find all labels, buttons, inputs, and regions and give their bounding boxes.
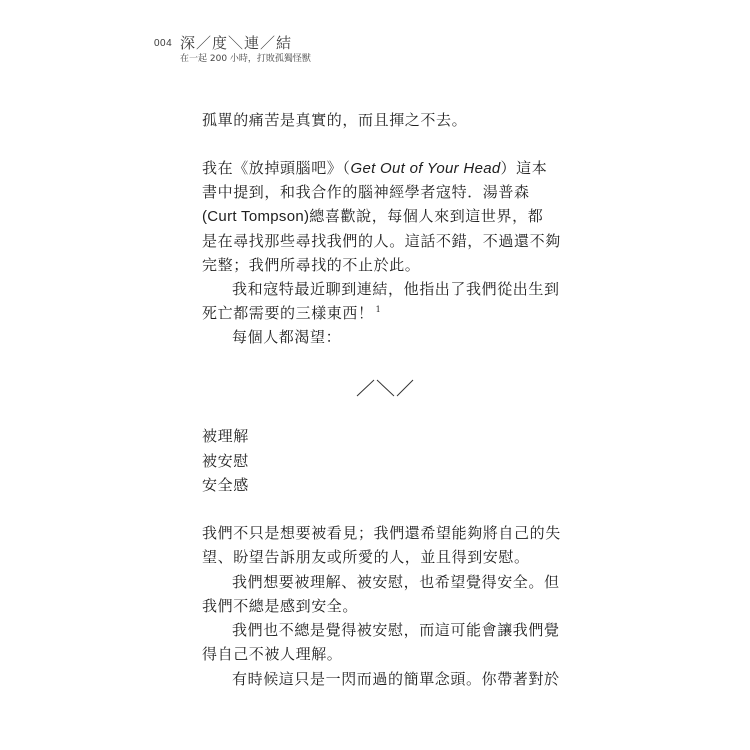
list-item: 被理解 — [202, 427, 249, 445]
book-title: 深／度＼連／結 — [180, 34, 293, 52]
footnote-marker: 1 — [375, 305, 382, 314]
divider-slash-right — [397, 380, 413, 396]
paragraph-line: 我們不只是想要被看見；我們還希望能夠將自己的失 — [202, 524, 561, 542]
text-run: 總喜歡說，每個人來到這世界，都 — [309, 207, 544, 225]
paragraph-line: 望、盼望告訴朋友或所愛的人，並且得到安慰。 — [202, 548, 530, 566]
paragraph-line: 是在尋找那些尋找我們的人。這話不錯，不過還不夠 — [202, 232, 561, 250]
paragraph-line: 書中提到，和我合作的腦神經學者寇特．湯普森 — [202, 183, 530, 201]
text-run: ）這本 — [500, 159, 548, 177]
paragraph-line: 每個人都渴望： — [232, 328, 342, 346]
paragraph-line — [202, 161, 547, 176]
paragraph-line: 得自己不被人理解。 — [202, 645, 343, 663]
paragraph-line: 孤單的痛苦是真實的，而且揮之不去。 — [202, 111, 468, 129]
paragraph-line: 有時候這只是一閃而過的簡單念頭。你帶著對於 — [232, 670, 560, 688]
paragraph-line: 我們也不總是覺得被安慰，而這可能會讓我們覺 — [232, 621, 560, 639]
book-subtitle: 在一起 200 小時，打敗孤獨怪獸 — [180, 54, 311, 64]
section-divider-ornament — [355, 378, 415, 398]
book-title-english: Get Out of Your Head — [350, 160, 501, 177]
paragraph-line: 我和寇特最近聊到連結，他指出了我們從出生到 — [232, 280, 560, 298]
paragraph-line — [202, 306, 381, 321]
paragraph-line: 我們不總是感到安全。 — [202, 597, 359, 615]
text-run: 我在《放掉頭腦吧》（ — [202, 159, 351, 177]
list-item: 被安慰 — [202, 452, 249, 470]
english-name: (Curt Tompson) — [202, 208, 310, 225]
paragraph-line: 完整；我們所尋找的不止於此。 — [202, 256, 421, 274]
paragraph-line: 我們想要被理解、被安慰，也希望覺得安全。但 — [232, 573, 560, 591]
paragraph-line — [202, 209, 543, 224]
divider-slash-left — [357, 380, 374, 396]
list-item: 安全感 — [202, 476, 249, 494]
page-number: 004 — [154, 38, 173, 49]
divider-backslash — [377, 380, 394, 396]
text-run: 死亡都需要的三樣東西！ — [202, 304, 374, 322]
